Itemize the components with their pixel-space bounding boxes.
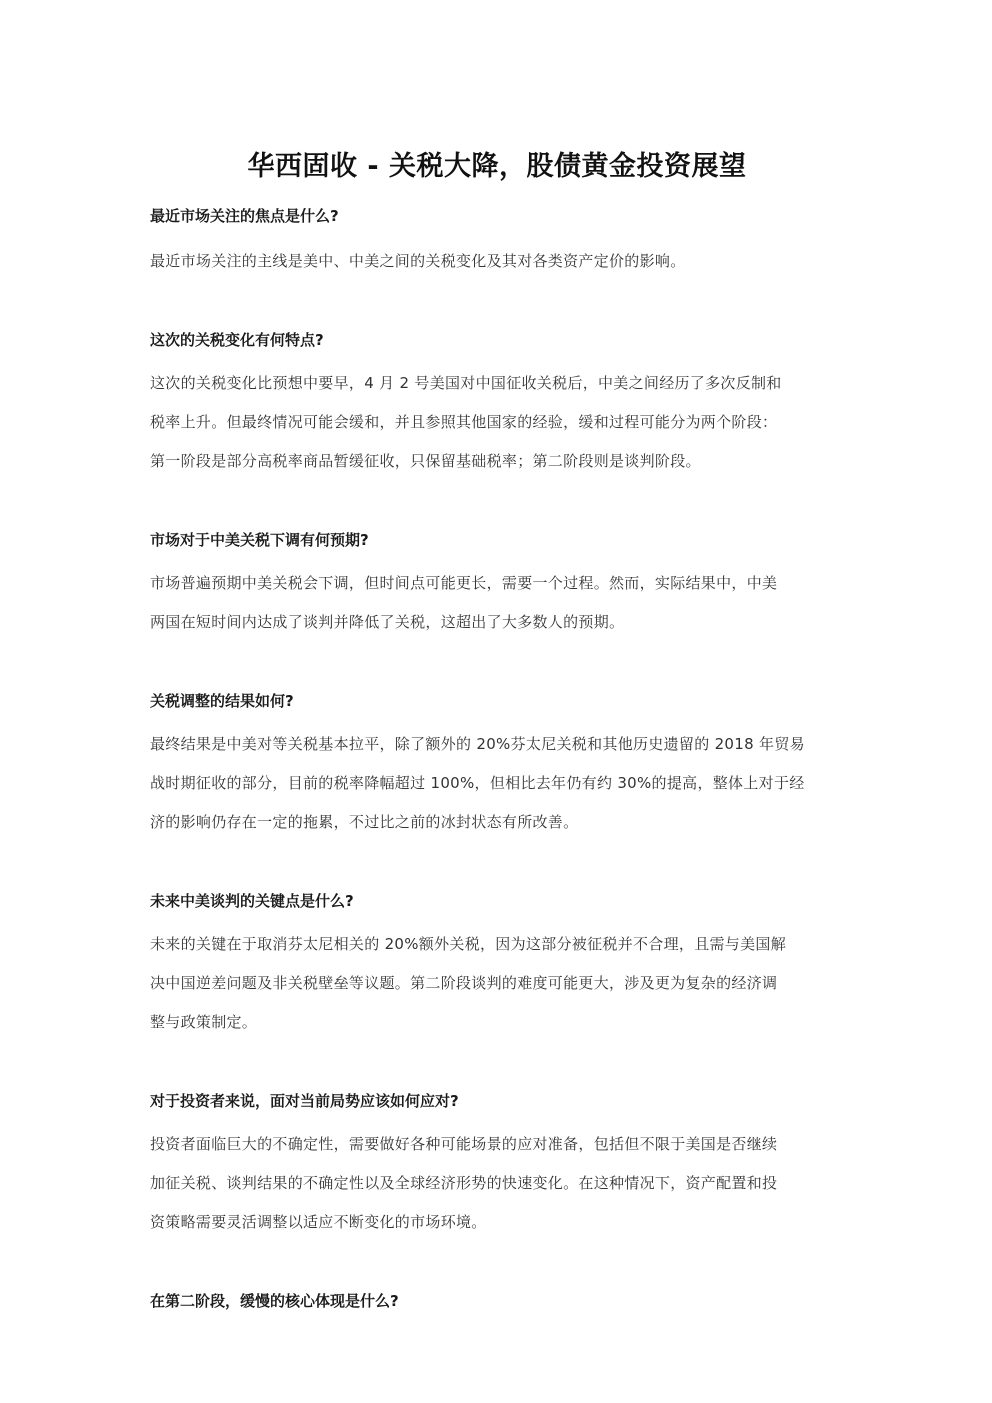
qa-section-4 xyxy=(150,691,844,842)
answer-paragraph xyxy=(150,564,844,642)
answer-line: 这次的关税变化比预想中要早，4 月 2 号美国对中国征收关税后，中美之间经历了多次反制和 xyxy=(150,374,782,392)
answer-line: 最终结果是中美对等关税基本拉平，除了额外的 20%芬太尼关税和其他历史遗留的 2018 年贸易 xyxy=(150,735,805,753)
answer-line: 济的影响仍存在一定的拖累，不过比之前的冰封状态有所改善。 xyxy=(150,813,579,831)
answer-line: 战时期征收的部分，目前的税率降幅超过 100%，但相比去年仍有约 30%的提高，整体上对于经 xyxy=(150,774,805,792)
qa-section-7 xyxy=(150,1291,844,1311)
qa-section-1 xyxy=(150,206,844,281)
answer-paragraph xyxy=(150,364,844,481)
question-heading: 对于投资者来说，面对当前局势应该如何应对? xyxy=(150,1092,459,1110)
answer-line: 未来的关键在于取消芬太尼相关的 20%额外关税，因为这部分被征税并不合理，且需与美国解 xyxy=(150,935,787,953)
answer-paragraph xyxy=(150,242,844,281)
question-heading: 市场对于中美关税下调有何预期? xyxy=(150,531,369,549)
qa-section-5 xyxy=(150,891,844,1042)
answer-line: 市场普遍预期中美关税会下调，但时间点可能更长，需要一个过程。然而，实际结果中，中美 xyxy=(150,574,778,592)
question-heading: 未来中美谈判的关键点是什么? xyxy=(150,892,354,910)
answer-line: 加征关税、谈判结果的不确定性以及全球经济形势的快速变化。在这种情况下，资产配置和投 xyxy=(150,1174,778,1192)
answer-paragraph xyxy=(150,925,844,1042)
answer-line: 最近市场关注的主线是美中、中美之间的关税变化及其对各类资产定价的影响。 xyxy=(150,252,686,270)
answer-paragraph xyxy=(150,725,844,842)
qa-section-3 xyxy=(150,530,844,642)
answer-line: 整与政策制定。 xyxy=(150,1013,258,1031)
question-heading: 这次的关税变化有何特点? xyxy=(150,331,324,349)
document-page xyxy=(150,150,844,1311)
answer-paragraph xyxy=(150,1125,844,1242)
document-title: 华西固收 - 关税大降，股债黄金投资展望 xyxy=(247,151,747,182)
qa-section-6 xyxy=(150,1091,844,1242)
answer-line: 投资者面临巨大的不确定性，需要做好各种可能场景的应对准备，包括但不限于美国是否继续 xyxy=(150,1135,778,1153)
qa-section-2 xyxy=(150,330,844,481)
answer-line: 两国在短时间内达成了谈判并降低了关税，这超出了大多数人的预期。 xyxy=(150,613,625,631)
question-heading: 在第二阶段，缓慢的核心体现是什么? xyxy=(150,1292,399,1310)
answer-line: 第一阶段是部分高税率商品暂缓征收，只保留基础税率；第二阶段则是谈判阶段。 xyxy=(150,452,701,470)
question-heading: 关税调整的结果如何? xyxy=(150,692,294,710)
answer-line: 决中国逆差问题及非关税壁垒等议题。第二阶段谈判的难度可能更大，涉及更为复杂的经济调 xyxy=(150,974,778,992)
question-heading: 最近市场关注的焦点是什么? xyxy=(150,207,339,225)
answer-line: 税率上升。但最终情况可能会缓和，并且参照其他国家的经验，缓和过程可能分为两个阶段： xyxy=(150,413,778,431)
answer-line: 资策略需要灵活调整以适应不断变化的市场环境。 xyxy=(150,1213,487,1231)
